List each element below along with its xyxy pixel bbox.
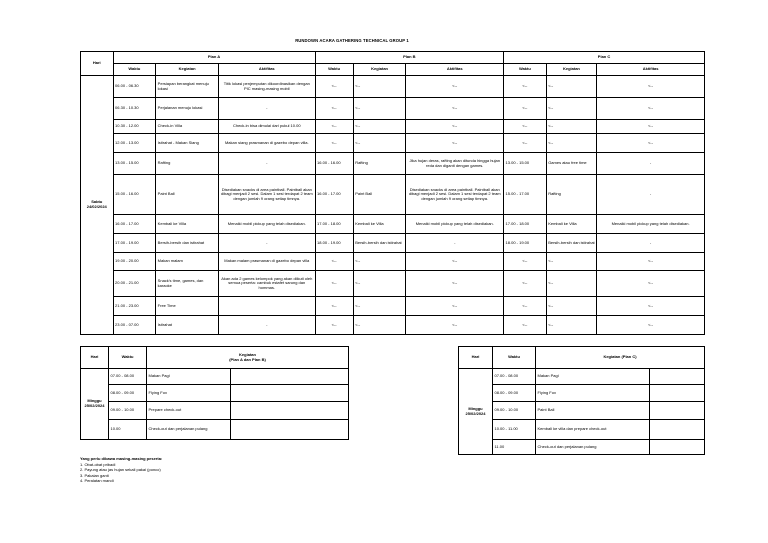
kegiatan-cell: <-- [353, 76, 406, 98]
waktu-cell: 16.00 - 17.00 [113, 215, 156, 234]
header-hari: Hari [81, 347, 109, 369]
table-row [81, 134, 705, 153]
kegiatan-cell: Paint Ball [156, 175, 219, 215]
kegiatan-cell: Flying Fox [147, 385, 231, 402]
kegiatan-cell: Paint Ball [536, 402, 650, 420]
waktu-cell: 15.00 - 16.00 [113, 175, 156, 215]
waktu-cell: <-- [315, 76, 353, 98]
aktifitas-cell: <-- [597, 271, 705, 297]
kegiatan-cell: <-- [546, 297, 597, 316]
waktu-cell: 13.00 - 15.00 [113, 153, 156, 175]
kegiatan-cell: Flying Fox [536, 385, 650, 402]
kegiatan-cell: <-- [353, 253, 406, 271]
aktifitas-cell: <-- [406, 98, 504, 120]
waktu-cell: 17.00 - 19.00 [113, 234, 156, 253]
aktifitas-cell: Menaiki mobil pickup yang telah disediakan. [406, 215, 504, 234]
kegiatan-cell: <-- [353, 134, 406, 153]
aktifitas-cell: Makan siang prasmanan di gazebo depan villa. [219, 134, 316, 153]
aktifitas-cell: Check-in bisa dimulai dari pukul 10.00 [219, 120, 316, 134]
waktu-cell: <-- [315, 134, 353, 153]
kegiatan-cell: Kembali ke Villa [546, 215, 597, 234]
waktu-cell: 13.00 - 15.00 [504, 153, 547, 175]
aktifitas-cell: <-- [597, 316, 705, 335]
waktu-cell: 23.00 - 07.00 [113, 316, 156, 335]
empty-cell [231, 385, 349, 402]
day-date: Minggu 25/02/2024 [81, 369, 109, 440]
waktu-cell: <-- [315, 271, 353, 297]
kegiatan-cell: Istirahat [156, 316, 219, 335]
notes-heading: Yang perlu dibawa masing-masing peserta: [80, 456, 163, 461]
kegiatan-cell: Games atau free time [546, 153, 597, 175]
notes-section [80, 456, 162, 484]
kegiatan-cell: <-- [546, 316, 597, 335]
waktu-cell: 07.00 - 08.00 [493, 369, 536, 385]
waktu-cell: <-- [504, 271, 547, 297]
notes-item: 1. Obat-obat pribadi [80, 461, 116, 467]
waktu-cell: 12.00 - 13.00 [113, 134, 156, 153]
kegiatan-cell: Kembali ke Villa [353, 215, 406, 234]
table-row [81, 253, 705, 271]
table-row [81, 369, 349, 385]
kegiatan-cell: Check-in Villa [156, 120, 219, 134]
day2-ab-body [81, 347, 349, 440]
waktu-cell: <-- [504, 120, 547, 134]
notes-item: 2. Payung atau jas hujan sekali pakai (ponco) [80, 467, 161, 473]
aktifitas-cell: - [597, 234, 705, 253]
empty-cell [650, 420, 705, 440]
kegiatan-cell: <-- [353, 120, 406, 134]
table-row [459, 420, 705, 440]
kegiatan-cell: <-- [546, 98, 597, 120]
kegiatan-cell: <-- [353, 98, 406, 120]
aktifitas-cell: Menaiki mobil pickup yang telah disediakan. [597, 215, 705, 234]
aktifitas-cell: - [406, 234, 504, 253]
kegiatan-cell: Bersih-bersih dan istirahat [156, 234, 219, 253]
aktifitas-cell: - [219, 234, 316, 253]
kegiatan-cell: <-- [546, 271, 597, 297]
aktifitas-cell: Menaiki mobil pickup yang telah disediakan. [219, 215, 316, 234]
aktifitas-cell: <-- [406, 134, 504, 153]
kegiatan-cell: Bersih-bersih dan istirahat [546, 234, 597, 253]
waktu-cell: <-- [504, 134, 547, 153]
kegiatan-cell: <-- [353, 297, 406, 316]
page-title: RUNDOWN ACARA GATHERING TECHNICAL GROUP 1 [295, 38, 409, 43]
table-row [81, 402, 349, 420]
rundown-table-day2-plan-c [458, 346, 705, 455]
waktu-cell: 08.00 - 09.00 [109, 385, 147, 402]
header-waktu-b: Waktu [315, 64, 353, 76]
header-hari: Hari [81, 52, 114, 76]
header-kegiatan: Kegiatan (Plan C) [536, 347, 705, 369]
aktifitas-cell: Titik lokasi penjemputan dikoordinasikan dengan PIC masing-masing mobil [219, 76, 316, 98]
aktifitas-cell: <-- [597, 134, 705, 153]
header-waktu-a: Waktu [113, 64, 156, 76]
rundown-body [81, 76, 705, 335]
kegiatan-cell: Snack's time, games, dan karaoke [156, 271, 219, 297]
table-header-row [81, 347, 349, 369]
empty-cell [231, 369, 349, 385]
notes-item: 4. Peralatan mandi [80, 478, 114, 484]
aktifitas-cell: - [219, 153, 316, 175]
aktifitas-cell: Disediakan snacks di area paintball. Paintball akan dibagi menjadi 2 sesi. Dalam 1 sesi terdapat 2 team dengan jumlah 9 orang setiap timnya. [219, 175, 316, 215]
aktifitas-cell: Jika hujan deras, rafting akan ditunda hingga hujan reda dan diganti dengan games. [406, 153, 504, 175]
kegiatan-cell: Istirahat - Makan Siang [156, 134, 219, 153]
header-plan-a: Plan A [113, 52, 315, 64]
waktu-cell: 10.00 [109, 420, 147, 440]
table-row [459, 440, 705, 455]
waktu-cell: <-- [315, 98, 353, 120]
waktu-cell: <-- [315, 297, 353, 316]
aktifitas-cell: <-- [406, 253, 504, 271]
waktu-cell: 20.00 - 21.00 [113, 271, 156, 297]
kegiatan-cell: Persiapan berangkat menuju lokasi [156, 76, 219, 98]
kegiatan-cell: Perjalanan menuju lokasi [156, 98, 219, 120]
table-row [81, 316, 705, 335]
kegiatan-cell: Check-out dan perjalanan pulang [147, 420, 231, 440]
notes-item: 3. Pakaian ganti [80, 472, 109, 478]
waktu-cell: 17.00 - 18.00 [504, 215, 547, 234]
waktu-cell: <-- [504, 253, 547, 271]
table-row [81, 385, 349, 402]
waktu-cell: 09.00 - 10.00 [493, 402, 536, 420]
aktifitas-cell: Akan ada 2 games kelompok yang akan diikuti oleh semua peserta: cambuk estafet sarung dan hommas. [219, 271, 316, 297]
table-row [81, 120, 705, 134]
header-hari: Hari [459, 347, 493, 369]
waktu-cell: 06.30 - 10.30 [113, 98, 156, 120]
rundown-table-day1 [80, 51, 705, 335]
aktifitas-cell: <-- [406, 76, 504, 98]
table-row [459, 385, 705, 402]
waktu-cell: 17.00 - 18.00 [315, 215, 353, 234]
table-row [459, 402, 705, 420]
table-row [81, 175, 705, 215]
aktifitas-cell: - [219, 316, 316, 335]
waktu-cell: 06.00 - 06.30 [113, 76, 156, 98]
day-date: Sabtu 24/02/2024 [81, 76, 114, 335]
aktifitas-cell: <-- [406, 297, 504, 316]
waktu-cell: 07.00 - 08.00 [109, 369, 147, 385]
table-row [459, 369, 705, 385]
empty-cell [650, 402, 705, 420]
aktifitas-cell: <-- [597, 253, 705, 271]
aktifitas-cell [219, 297, 316, 316]
waktu-cell: 15.00 - 17.00 [504, 175, 547, 215]
waktu-cell: 16.00 - 17.00 [315, 175, 353, 215]
waktu-cell: 10.30 - 12.00 [113, 120, 156, 134]
table-row [81, 271, 705, 297]
header-kegiatan: Kegiatan (Plan A dan Plan B) [147, 347, 349, 369]
header-plan-c: Plan C [504, 52, 705, 64]
aktifitas-cell: <-- [406, 316, 504, 335]
kegiatan-cell: Check-out dan perjalanan pulang [536, 440, 650, 455]
header-aktifitas-c: Aktifitas [597, 64, 705, 76]
header-kegiatan-c: Kegiatan [546, 64, 597, 76]
waktu-cell: <-- [315, 120, 353, 134]
empty-cell [231, 402, 349, 420]
kegiatan-cell: <-- [353, 316, 406, 335]
waktu-cell: 11.00 [493, 440, 536, 455]
waktu-cell: 16.00 - 16.00 [315, 153, 353, 175]
empty-cell [650, 385, 705, 402]
kegiatan-cell: <-- [546, 253, 597, 271]
aktifitas-cell: - [597, 153, 705, 175]
kegiatan-cell: Rafting [546, 175, 597, 215]
kegiatan-cell: Makan Pagi [147, 369, 231, 385]
day-date: Minggu 25/02/2024 [459, 369, 493, 455]
kegiatan-cell: <-- [546, 120, 597, 134]
waktu-cell: <-- [315, 253, 353, 271]
header-plan-b: Plan B [315, 52, 504, 64]
header-waktu-c: Waktu [504, 64, 547, 76]
table-row [81, 153, 705, 175]
kegiatan-cell: Prepare check-out [147, 402, 231, 420]
table-row [81, 76, 705, 98]
aktifitas-cell: <-- [597, 98, 705, 120]
waktu-cell: <-- [504, 76, 547, 98]
kegiatan-cell: Free Time [156, 297, 219, 316]
kegiatan-cell: Makan Pagi [536, 369, 650, 385]
aktifitas-cell: - [219, 98, 316, 120]
kegiatan-cell: <-- [546, 134, 597, 153]
kegiatan-cell: Makan malam [156, 253, 219, 271]
waktu-cell: 10.00 - 11.00 [493, 420, 536, 440]
kegiatan-cell: <-- [546, 76, 597, 98]
aktifitas-cell: <-- [406, 271, 504, 297]
kegiatan-cell: Bersih-bersih dan istirahat [353, 234, 406, 253]
header-aktifitas-b: Aktifitas [406, 64, 504, 76]
header-waktu: Waktu [493, 347, 536, 369]
aktifitas-cell: <-- [406, 120, 504, 134]
day2-c-body [459, 347, 705, 455]
waktu-cell: 18.00 - 19.00 [315, 234, 353, 253]
kegiatan-cell: Kembali ke Villa [156, 215, 219, 234]
kegiatan-cell: Rafting [156, 153, 219, 175]
aktifitas-cell: <-- [597, 120, 705, 134]
waktu-cell: 19.00 - 20.00 [113, 253, 156, 271]
header-aktifitas-a: Aktifitas [219, 64, 316, 76]
aktifitas-cell: - [597, 175, 705, 215]
waktu-cell: <-- [315, 316, 353, 335]
waktu-cell: 18.00 - 19.00 [504, 234, 547, 253]
header-kegiatan-b: Kegiatan [353, 64, 406, 76]
waktu-cell: 08.00 - 09.00 [493, 385, 536, 402]
table-row [81, 98, 705, 120]
waktu-cell: 09.00 - 10.00 [109, 402, 147, 420]
waktu-cell: <-- [504, 297, 547, 316]
aktifitas-cell: Makan malam prasmanan di gazebo depan villa [219, 253, 316, 271]
table-row [81, 297, 705, 316]
waktu-cell: <-- [504, 98, 547, 120]
kegiatan-cell: Paint Ball [353, 175, 406, 215]
empty-cell [650, 440, 705, 455]
kegiatan-cell: Kembali ke villa dan prepare check-out [536, 420, 650, 440]
header-waktu: Waktu [109, 347, 147, 369]
aktifitas-cell: Disediakan snacks di area paintball. Paintball akan dibagi menjadi 2 sesi. Dalam 1 sesi terdapat 2 team dengan jumlah 9 orang setiap timnya. [406, 175, 504, 215]
table-row [81, 420, 349, 440]
empty-cell [650, 369, 705, 385]
table-row [81, 234, 705, 253]
kegiatan-cell: Rafting [353, 153, 406, 175]
rundown-table-day2-plan-ab [80, 346, 349, 440]
table-header-row [459, 347, 705, 369]
kegiatan-cell: <-- [353, 271, 406, 297]
aktifitas-cell: <-- [597, 76, 705, 98]
empty-cell [231, 420, 349, 440]
aktifitas-cell: <-- [597, 297, 705, 316]
table-row [81, 215, 705, 234]
waktu-cell: 21.00 - 23.00 [113, 297, 156, 316]
waktu-cell: <-- [504, 316, 547, 335]
header-kegiatan-a: Kegiatan [156, 64, 219, 76]
